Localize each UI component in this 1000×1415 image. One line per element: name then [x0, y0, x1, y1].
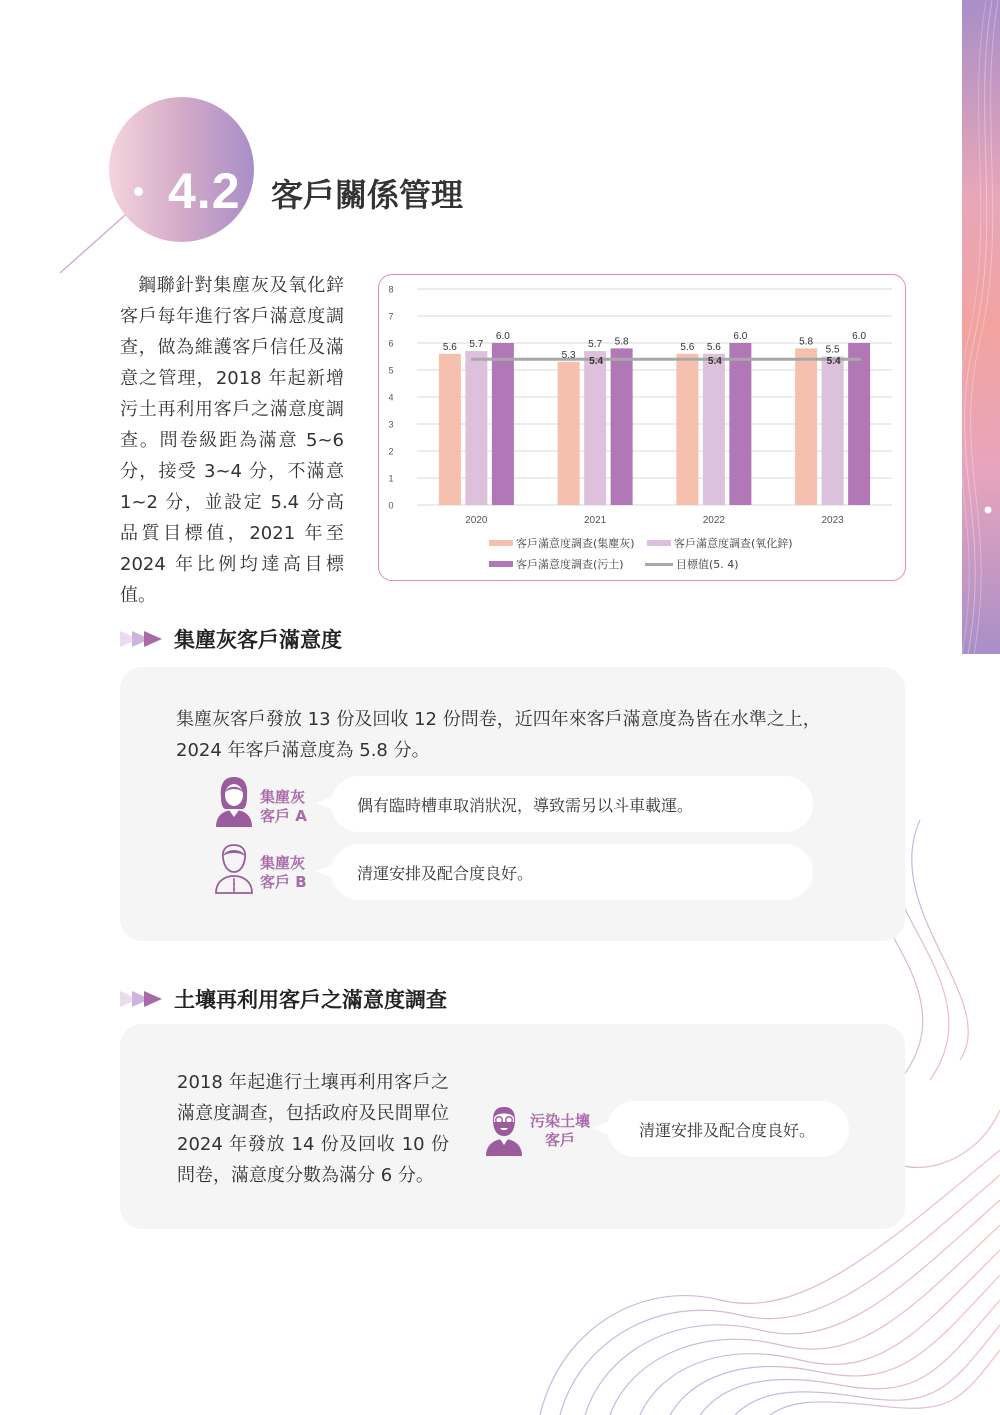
dust-heading-text: 集塵灰客戶滿意度 [174, 628, 342, 652]
customer-a-label-line1: 集塵灰 [260, 788, 306, 806]
soil-heading-text: 土壤再利用客戶之滿意度調查 [174, 988, 447, 1012]
y-tick-label: 1 [388, 473, 394, 484]
soil-customer-label-line2: 客戶 [544, 1131, 575, 1149]
customer-a-label-line2: 客戶 A [260, 807, 307, 825]
speech-tail-icon [316, 861, 336, 881]
bar [676, 354, 698, 505]
x-tick-label: 2023 [821, 515, 844, 526]
arrow-bullet-icon [120, 989, 166, 1009]
bar-value-label: 5.3 [561, 349, 576, 361]
bar-value-label: 5.7 [469, 339, 484, 351]
target-value-label: 5.4 [707, 356, 722, 368]
soil-section-heading [120, 984, 447, 1014]
y-tick-label: 8 [388, 284, 394, 295]
customer-b-comment [331, 844, 813, 900]
legend-item-soil [489, 556, 624, 572]
customer-b-label-line1: 集塵灰 [260, 854, 306, 872]
intro-paragraph: 鋼聯針對集塵灰及氧化鋅客戶每年進行客戶滿意度調查，做為維護客戶信任及滿意之管理，2018 年起新增污土再利用客戶之滿意度調查。問卷級距為滿意 5~6 分，接受 3~4 分，不滿意 1~2 分，並設定 5.4 分高品質目標值，2021 年至 2024 年比例均達高目標值。 [120, 275, 344, 606]
legend-label-dust: 客戶滿意度調查(集塵灰) [516, 537, 635, 550]
y-tick-label: 4 [388, 392, 394, 403]
bar [848, 343, 870, 505]
legend-swatch-zinc [647, 540, 671, 546]
bar [795, 348, 817, 505]
legend-swatch-dust [489, 540, 513, 546]
section-title: 客戶關係管理 [271, 176, 464, 214]
soil-panel [120, 1024, 905, 1229]
bar-value-label: 5.6 [442, 341, 457, 353]
satisfaction-chart [378, 274, 906, 581]
section-number: 4.2 [168, 163, 241, 219]
arrow-bullet-icon [120, 629, 166, 649]
bar-value-label: 6.0 [733, 331, 748, 342]
soil-customer-label [528, 1112, 592, 1150]
bar-value-label: 6.0 [495, 331, 510, 342]
bar-value-label: 5.6 [706, 341, 721, 353]
bar [465, 351, 487, 505]
bar-value-label: 5.8 [799, 336, 814, 348]
bar [611, 348, 633, 505]
bar [439, 354, 461, 505]
target-value-label: 5.4 [589, 356, 604, 368]
target-value-label: 5.4 [826, 356, 841, 368]
legend-label-zinc: 客戶滿意度調查(氧化鋅) [674, 537, 793, 550]
legend-item-zinc [647, 535, 793, 551]
customer-b-label-line2: 客戶 B [260, 873, 307, 891]
bar-value-label: 5.6 [680, 341, 695, 353]
bar-value-label: 5.5 [825, 344, 840, 356]
x-tick-label: 2021 [584, 515, 607, 526]
soil-customer-comment [607, 1101, 849, 1157]
customer-b-label [260, 854, 307, 892]
dust-section-heading [120, 624, 342, 654]
bar [492, 343, 514, 505]
y-tick-label: 0 [388, 500, 394, 511]
soil-customer-label-line1: 污染土壤 [529, 1112, 590, 1130]
dust-panel [120, 667, 905, 941]
x-tick-label: 2020 [465, 515, 488, 526]
customer-a-comment-text: 偶有臨時槽車取消狀況，導致需另以斗車載運。 [357, 795, 694, 815]
bearded-user-icon [484, 1104, 524, 1156]
decorative-strip-lines [962, 0, 1000, 654]
male-user-icon [214, 842, 254, 894]
legend-item-target [645, 556, 739, 572]
customer-a-label [260, 788, 307, 826]
legend-swatch-soil [489, 561, 513, 567]
dust-description: 集塵灰客戶發放 13 份及回收 12 份問卷，近四年來客戶滿意度為皆在水準之上，2024 年客戶滿意度為 5.8 分。 [176, 709, 821, 761]
y-tick-label: 2 [388, 446, 394, 457]
y-tick-label: 5 [388, 365, 394, 376]
customer-b-comment-text: 清運安排及配合度良好。 [357, 863, 534, 883]
legend-item-dust [489, 535, 635, 551]
x-tick-label: 2022 [702, 515, 725, 526]
y-tick-label: 7 [388, 311, 394, 322]
speech-tail-icon [592, 1118, 612, 1138]
customer-a-comment [331, 776, 813, 832]
bar [703, 354, 725, 505]
decorative-gradient-strip [962, 0, 1000, 654]
legend-label-soil: 客戶滿意度調查(污土) [516, 558, 624, 571]
section-dot-icon [134, 187, 143, 196]
bar-value-label: 5.8 [614, 336, 629, 348]
soil-description: 2018 年起進行土壤再利用客戶之滿意度調查，包括政府及民間單位 2024 年發放 14 份及回收 10 份問卷，滿意度分數為滿分 6 分。 [177, 1072, 449, 1186]
bar-value-label: 5.7 [588, 339, 603, 351]
y-tick-label: 6 [388, 338, 394, 349]
chart-canvas [379, 275, 907, 582]
soil-customer-comment-text: 清運安排及配合度良好。 [639, 1120, 816, 1140]
bar [584, 351, 606, 505]
y-tick-label: 3 [388, 419, 394, 430]
bar [729, 343, 751, 505]
speech-tail-icon [316, 793, 336, 813]
bar [558, 362, 580, 505]
bar [822, 357, 844, 506]
female-user-icon [214, 775, 254, 827]
bar-value-label: 6.0 [852, 331, 867, 342]
legend-swatch-target [645, 563, 673, 566]
legend-label-target: 目標值(5. 4) [676, 558, 739, 571]
